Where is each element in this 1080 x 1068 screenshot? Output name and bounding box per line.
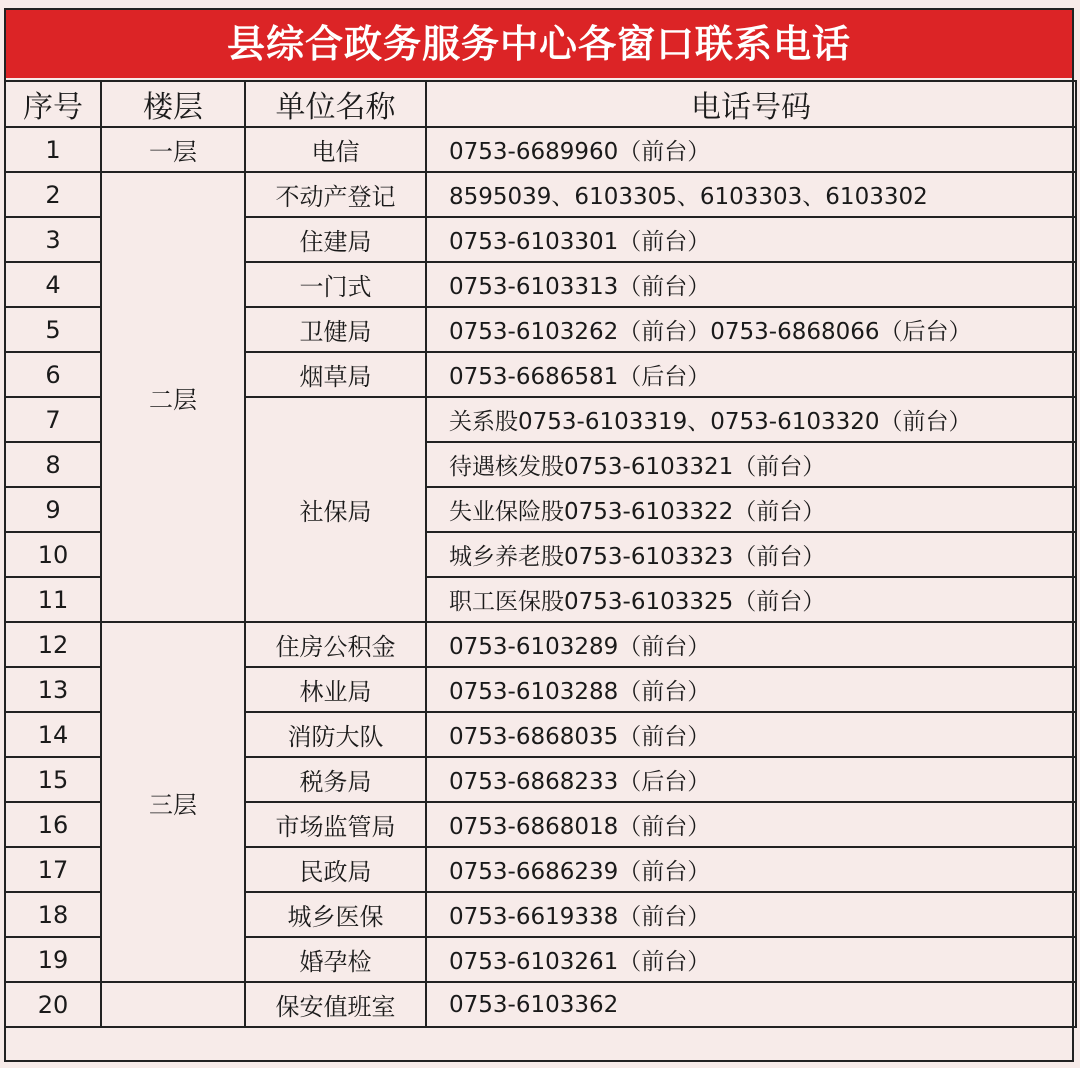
unit-cell: 社保局 xyxy=(245,397,426,622)
row-no: 5 xyxy=(5,307,101,352)
unit-cell: 电信 xyxy=(245,127,426,172)
header-no: 序号 xyxy=(5,81,101,127)
row-no: 8 xyxy=(5,442,101,487)
unit-cell: 民政局 xyxy=(245,847,426,892)
row-no: 17 xyxy=(5,847,101,892)
phone-cell: 0753-6868233（后台） xyxy=(426,757,1076,802)
row-no: 18 xyxy=(5,892,101,937)
phone-cell: 0753-6103288（前台） xyxy=(426,667,1076,712)
row-no: 4 xyxy=(5,262,101,307)
row-no: 3 xyxy=(5,217,101,262)
phone-cell: 0753-6868018（前台） xyxy=(426,802,1076,847)
unit-cell: 不动产登记 xyxy=(245,172,426,217)
row-no: 12 xyxy=(5,622,101,667)
unit-cell: 住房公积金 xyxy=(245,622,426,667)
phone-cell: 0753-6103262（前台）0753-6868066（后台） xyxy=(426,307,1076,352)
phone-cell: 0753-6689960（前台） xyxy=(426,127,1076,172)
phone-cell: 职工医保股0753-6103325（前台） xyxy=(426,577,1076,622)
row-no: 14 xyxy=(5,712,101,757)
row-no: 15 xyxy=(5,757,101,802)
row-no: 16 xyxy=(5,802,101,847)
floor-cell: 三层 xyxy=(101,622,245,982)
row-no: 6 xyxy=(5,352,101,397)
unit-cell: 消防大队 xyxy=(245,712,426,757)
phone-cell: 失业保险股0753-6103322（前台） xyxy=(426,487,1076,532)
row-no: 19 xyxy=(5,937,101,982)
floor-cell: 二层 xyxy=(101,172,245,622)
unit-cell: 税务局 xyxy=(245,757,426,802)
phone-cell: 0753-6686581（后台） xyxy=(426,352,1076,397)
page-title: 县综合政务服务中心各窗口联系电话 xyxy=(6,10,1072,78)
phone-cell: 0753-6619338（前台） xyxy=(426,892,1076,937)
phone-cell: 0753-6103362 xyxy=(426,982,1076,1027)
header-phone: 电话号码 xyxy=(426,81,1076,127)
row-no: 7 xyxy=(5,397,101,442)
phone-cell: 0753-6103289（前台） xyxy=(426,622,1076,667)
header-unit: 单位名称 xyxy=(245,81,426,127)
unit-cell: 保安值班室 xyxy=(245,982,426,1027)
phone-cell: 待遇核发股0753-6103321（前台） xyxy=(426,442,1076,487)
phone-cell: 0753-6103261（前台） xyxy=(426,937,1076,982)
phone-cell: 0753-6868035（前台） xyxy=(426,712,1076,757)
floor-cell: 一层 xyxy=(101,127,245,172)
unit-cell: 市场监管局 xyxy=(245,802,426,847)
row-no: 1 xyxy=(5,127,101,172)
unit-cell: 一门式 xyxy=(245,262,426,307)
unit-cell: 烟草局 xyxy=(245,352,426,397)
phone-cell: 8595039、6103305、6103303、6103302 xyxy=(426,172,1076,217)
row-no: 9 xyxy=(5,487,101,532)
phone-cell: 0753-6103301（前台） xyxy=(426,217,1076,262)
row-no: 2 xyxy=(5,172,101,217)
phone-cell: 0753-6686239（前台） xyxy=(426,847,1076,892)
phone-cell: 城乡养老股0753-6103323（前台） xyxy=(426,532,1076,577)
unit-cell: 卫健局 xyxy=(245,307,426,352)
row-no: 13 xyxy=(5,667,101,712)
unit-cell: 城乡医保 xyxy=(245,892,426,937)
unit-cell: 林业局 xyxy=(245,667,426,712)
header-floor: 楼层 xyxy=(101,81,245,127)
row-no: 11 xyxy=(5,577,101,622)
phone-cell: 关系股0753-6103319、0753-6103320（前台） xyxy=(426,397,1076,442)
table-frame xyxy=(4,8,1074,1062)
row-no: 10 xyxy=(5,532,101,577)
unit-cell: 住建局 xyxy=(245,217,426,262)
phone-cell: 0753-6103313（前台） xyxy=(426,262,1076,307)
unit-cell: 婚孕检 xyxy=(245,937,426,982)
row-no: 20 xyxy=(5,982,101,1027)
